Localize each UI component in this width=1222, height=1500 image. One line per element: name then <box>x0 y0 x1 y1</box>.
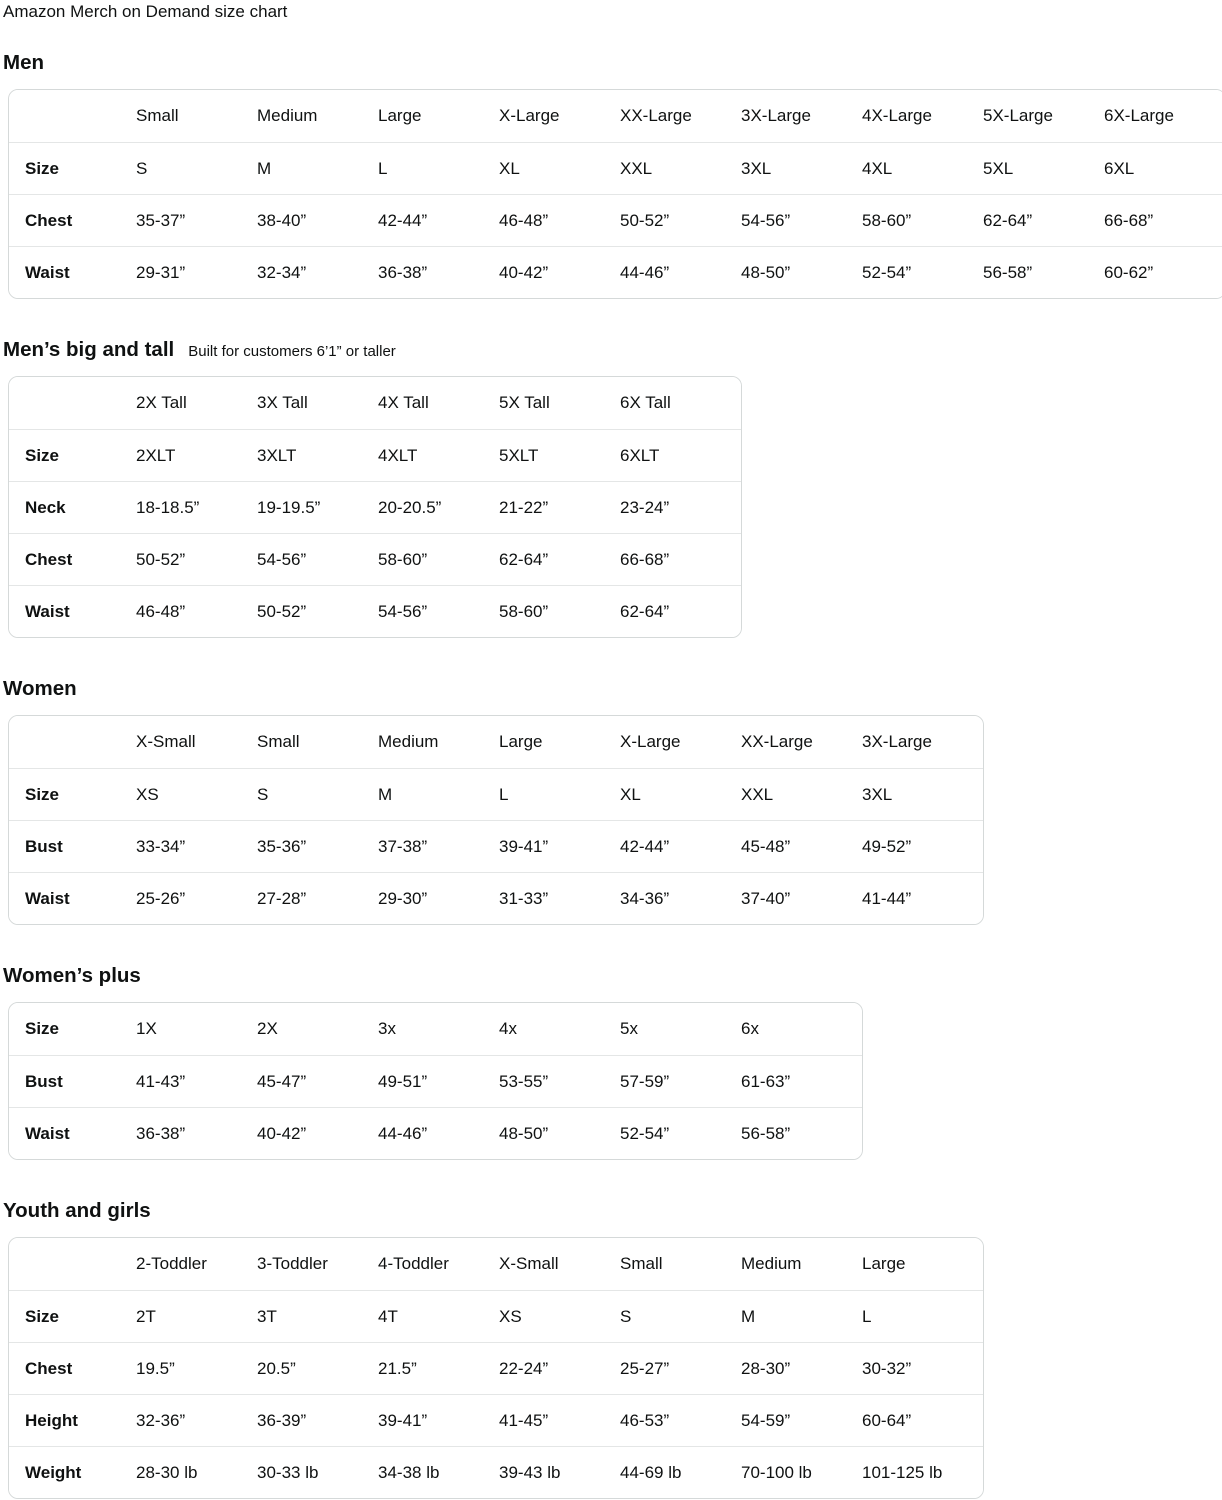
table-cell: 33-34” <box>136 836 186 856</box>
row-label: Bust <box>25 836 63 856</box>
table-cell: L <box>499 784 509 804</box>
table-cell: L <box>378 158 388 178</box>
column-header: Small <box>136 106 179 125</box>
table-row-size <box>9 1003 862 1055</box>
size-table-mens-big-and-tall <box>8 376 742 638</box>
table-row-chest <box>9 533 741 585</box>
table-cell: 49-51” <box>378 1071 428 1091</box>
table-row-waist <box>9 872 983 924</box>
table-cell: XS <box>499 1306 522 1326</box>
table-cell: 44-46” <box>620 262 670 282</box>
table-cell: 6XLT <box>620 445 660 465</box>
column-header: 5X-Large <box>983 106 1053 125</box>
table-cell: 21-22” <box>499 497 549 517</box>
table-cell: 3x <box>378 1019 396 1038</box>
column-header: XX-Large <box>620 106 692 125</box>
section-mens-big-and-tall <box>0 339 1222 638</box>
table-cell: 4x <box>499 1019 517 1038</box>
row-label: Weight <box>25 1462 82 1482</box>
column-header-row <box>9 1238 983 1290</box>
section-heading-women <box>3 678 1222 699</box>
table-cell: 21.5” <box>378 1358 417 1378</box>
column-header: 2-Toddler <box>136 1254 207 1273</box>
table-cell: 45-47” <box>257 1071 307 1091</box>
table-cell: 5x <box>620 1019 638 1038</box>
table-cell: 50-52” <box>136 549 186 569</box>
row-label: Size <box>25 445 60 465</box>
table-cell: S <box>136 158 148 178</box>
table-cell: S <box>620 1306 632 1326</box>
table-cell: 30-33 lb <box>257 1462 319 1482</box>
table-row-waist <box>9 246 1222 298</box>
section-heading-men <box>3 52 1222 73</box>
column-header: X-Large <box>620 732 681 751</box>
table-cell: 41-45” <box>499 1410 549 1430</box>
table-cell: XS <box>136 784 159 804</box>
table-cell: XXL <box>741 784 774 804</box>
table-cell: 62-64” <box>620 601 670 621</box>
table-cell: 56-58” <box>983 262 1033 282</box>
table-cell: 28-30 lb <box>136 1462 198 1482</box>
row-label: Size <box>25 158 60 178</box>
size-table-men <box>8 89 1222 299</box>
table-cell: 32-34” <box>257 262 307 282</box>
column-header: 6X-Large <box>1104 106 1174 125</box>
table-cell: 66-68” <box>1104 210 1154 230</box>
table-cell: 42-44” <box>378 210 428 230</box>
table-cell: 28-30” <box>741 1358 791 1378</box>
row-label: Size <box>25 784 60 804</box>
table-cell: 66-68” <box>620 549 670 569</box>
table-row-size <box>9 1290 983 1342</box>
table-cell: 39-43 lb <box>499 1462 561 1482</box>
table-cell: 61-63” <box>741 1071 791 1091</box>
table-cell: 2XLT <box>136 445 176 465</box>
table-cell: 36-39” <box>257 1410 307 1430</box>
table-cell: 29-31” <box>136 262 186 282</box>
column-header: 3X-Large <box>741 106 811 125</box>
table-cell: 2X <box>257 1019 278 1038</box>
table-cell: XL <box>499 158 520 178</box>
section-subtitle-mens-big-and-tall: Built for customers 6’1” or taller <box>188 343 396 360</box>
section-title-mens-big-and-tall: Men’s big and tall <box>3 338 175 361</box>
table-cell: 70-100 lb <box>741 1462 812 1482</box>
table-cell: 45-48” <box>741 836 791 856</box>
column-header: X-Small <box>136 732 196 751</box>
table-cell: L <box>862 1306 872 1326</box>
row-label: Size <box>25 1019 60 1038</box>
table-cell: S <box>257 784 269 804</box>
table-cell: 56-58” <box>741 1123 791 1143</box>
table-cell: 35-37” <box>136 210 186 230</box>
table-cell: 6XL <box>1104 158 1135 178</box>
table-row-waist <box>9 585 741 637</box>
table-cell: 50-52” <box>257 601 307 621</box>
table-cell: 3T <box>257 1306 277 1326</box>
table-row-neck <box>9 481 741 533</box>
column-header: 5X Tall <box>499 393 550 412</box>
table-cell: 5XL <box>983 158 1014 178</box>
column-header: Medium <box>378 732 439 751</box>
section-youth-and-girls <box>0 1200 1222 1499</box>
table-cell: 41-43” <box>136 1071 186 1091</box>
table-cell: 62-64” <box>499 549 549 569</box>
table-cell: M <box>378 784 393 804</box>
table-cell: 25-27” <box>620 1358 670 1378</box>
table-cell: 54-56” <box>741 210 791 230</box>
table-cell: 48-50” <box>499 1123 549 1143</box>
section-men <box>0 52 1222 299</box>
table-cell: 52-54” <box>862 262 912 282</box>
row-label: Bust <box>25 1071 63 1091</box>
column-header: Small <box>257 732 300 751</box>
table-cell: M <box>257 158 272 178</box>
table-row-waist <box>9 1107 862 1159</box>
table-cell: XXL <box>620 158 653 178</box>
table-cell: 54-56” <box>378 601 428 621</box>
table-cell: 29-30” <box>378 888 428 908</box>
size-table-youth-and-girls <box>8 1237 984 1499</box>
section-title-youth-and-girls: Youth and girls <box>3 1199 151 1222</box>
table-cell: 34-36” <box>620 888 670 908</box>
column-header: Small <box>620 1254 663 1273</box>
section-title-womens-plus: Women’s plus <box>3 964 141 987</box>
table-cell: 58-60” <box>378 549 428 569</box>
table-cell: 2T <box>136 1306 156 1326</box>
table-cell: 30-32” <box>862 1358 912 1378</box>
table-cell: 38-40” <box>257 210 307 230</box>
table-cell: 57-59” <box>620 1071 670 1091</box>
size-chart-sections <box>0 52 1222 1499</box>
table-cell: 36-38” <box>378 262 428 282</box>
table-cell: 3XL <box>741 158 772 178</box>
table-cell: 37-38” <box>378 836 428 856</box>
column-header: Large <box>499 732 543 751</box>
table-cell: 46-53” <box>620 1410 670 1430</box>
table-cell: 44-46” <box>378 1123 428 1143</box>
table-row-size <box>9 142 1222 194</box>
table-cell: 50-52” <box>620 210 670 230</box>
column-header: Large <box>862 1254 906 1273</box>
table-cell: 35-36” <box>257 836 307 856</box>
table-cell: 3XL <box>862 784 893 804</box>
column-header: 2X Tall <box>136 393 187 412</box>
table-cell: 4XL <box>862 158 893 178</box>
size-table-womens-plus <box>8 1002 863 1160</box>
table-row-chest <box>9 194 1222 246</box>
column-header: X-Large <box>499 106 560 125</box>
row-label: Neck <box>25 497 66 517</box>
table-cell: 19.5” <box>136 1358 175 1378</box>
column-header: 3X Tall <box>257 393 308 412</box>
column-header-row <box>9 90 1222 142</box>
table-cell: 4XLT <box>378 445 418 465</box>
table-cell: 39-41” <box>378 1410 428 1430</box>
section-title-women: Women <box>3 677 77 700</box>
section-heading-youth-and-girls <box>3 1200 1222 1221</box>
section-title-men: Men <box>3 51 44 74</box>
column-header: 3-Toddler <box>257 1254 328 1273</box>
row-label: Waist <box>25 888 70 908</box>
table-cell: 20.5” <box>257 1358 296 1378</box>
table-cell: 20-20.5” <box>378 497 442 517</box>
table-cell: M <box>741 1306 756 1326</box>
column-header: XX-Large <box>741 732 813 751</box>
table-cell: XL <box>620 784 641 804</box>
column-header: Medium <box>257 106 318 125</box>
table-cell: 58-60” <box>862 210 912 230</box>
table-cell: 25-26” <box>136 888 186 908</box>
row-label: Height <box>25 1410 78 1430</box>
column-header: 6X Tall <box>620 393 671 412</box>
table-cell: 22-24” <box>499 1358 549 1378</box>
table-row-weight <box>9 1446 983 1498</box>
row-label: Chest <box>25 1358 73 1378</box>
table-cell: 48-50” <box>741 262 791 282</box>
table-cell: 54-56” <box>257 549 307 569</box>
table-cell: 3XLT <box>257 445 297 465</box>
table-row-bust <box>9 1055 862 1107</box>
table-cell: 36-38” <box>136 1123 186 1143</box>
table-cell: 49-52” <box>862 836 912 856</box>
size-table-women <box>8 715 984 925</box>
section-heading-womens-plus <box>3 965 1222 986</box>
column-header: 4X Tall <box>378 393 429 412</box>
column-header: 4-Toddler <box>378 1254 449 1273</box>
row-label: Chest <box>25 549 73 569</box>
table-cell: 32-36” <box>136 1410 186 1430</box>
column-header: Large <box>378 106 422 125</box>
table-row-size <box>9 768 983 820</box>
table-cell: 40-42” <box>257 1123 307 1143</box>
table-cell: 39-41” <box>499 836 549 856</box>
table-cell: 31-33” <box>499 888 549 908</box>
table-cell: 23-24” <box>620 497 670 517</box>
table-cell: 44-69 lb <box>620 1462 682 1482</box>
column-header: X-Small <box>499 1254 559 1273</box>
table-cell: 27-28” <box>257 888 307 908</box>
section-heading-mens-big-and-tall <box>3 339 1222 360</box>
table-cell: 52-54” <box>620 1123 670 1143</box>
column-header-row <box>9 716 983 768</box>
table-cell: 60-64” <box>862 1410 912 1430</box>
table-cell: 41-44” <box>862 888 912 908</box>
table-cell: 54-59” <box>741 1410 791 1430</box>
row-label: Waist <box>25 262 70 282</box>
page-title: Amazon Merch on Demand size chart <box>3 2 288 21</box>
table-cell: 46-48” <box>499 210 549 230</box>
table-cell: 37-40” <box>741 888 791 908</box>
column-header: 3X-Large <box>862 732 932 751</box>
table-cell: 19-19.5” <box>257 497 321 517</box>
column-header: 4X-Large <box>862 106 932 125</box>
table-cell: 101-125 lb <box>862 1462 943 1482</box>
table-cell: 5XLT <box>499 445 539 465</box>
row-label: Waist <box>25 1123 70 1143</box>
column-header: Medium <box>741 1254 802 1273</box>
table-row-chest <box>9 1342 983 1394</box>
table-cell: 58-60” <box>499 601 549 621</box>
table-row-height <box>9 1394 983 1446</box>
section-womens-plus <box>0 965 1222 1160</box>
table-cell: 46-48” <box>136 601 186 621</box>
table-cell: 40-42” <box>499 262 549 282</box>
table-cell: 6x <box>741 1019 759 1038</box>
table-cell: 1X <box>136 1019 157 1038</box>
column-header-row <box>9 377 741 429</box>
table-row-size <box>9 429 741 481</box>
row-label: Waist <box>25 601 70 621</box>
row-label: Chest <box>25 210 73 230</box>
table-row-bust <box>9 820 983 872</box>
table-cell: 53-55” <box>499 1071 549 1091</box>
table-cell: 60-62” <box>1104 262 1154 282</box>
table-cell: 4T <box>378 1306 398 1326</box>
row-label: Size <box>25 1306 60 1326</box>
table-cell: 62-64” <box>983 210 1033 230</box>
table-cell: 18-18.5” <box>136 497 200 517</box>
section-women <box>0 678 1222 925</box>
table-cell: 42-44” <box>620 836 670 856</box>
table-cell: 34-38 lb <box>378 1462 440 1482</box>
